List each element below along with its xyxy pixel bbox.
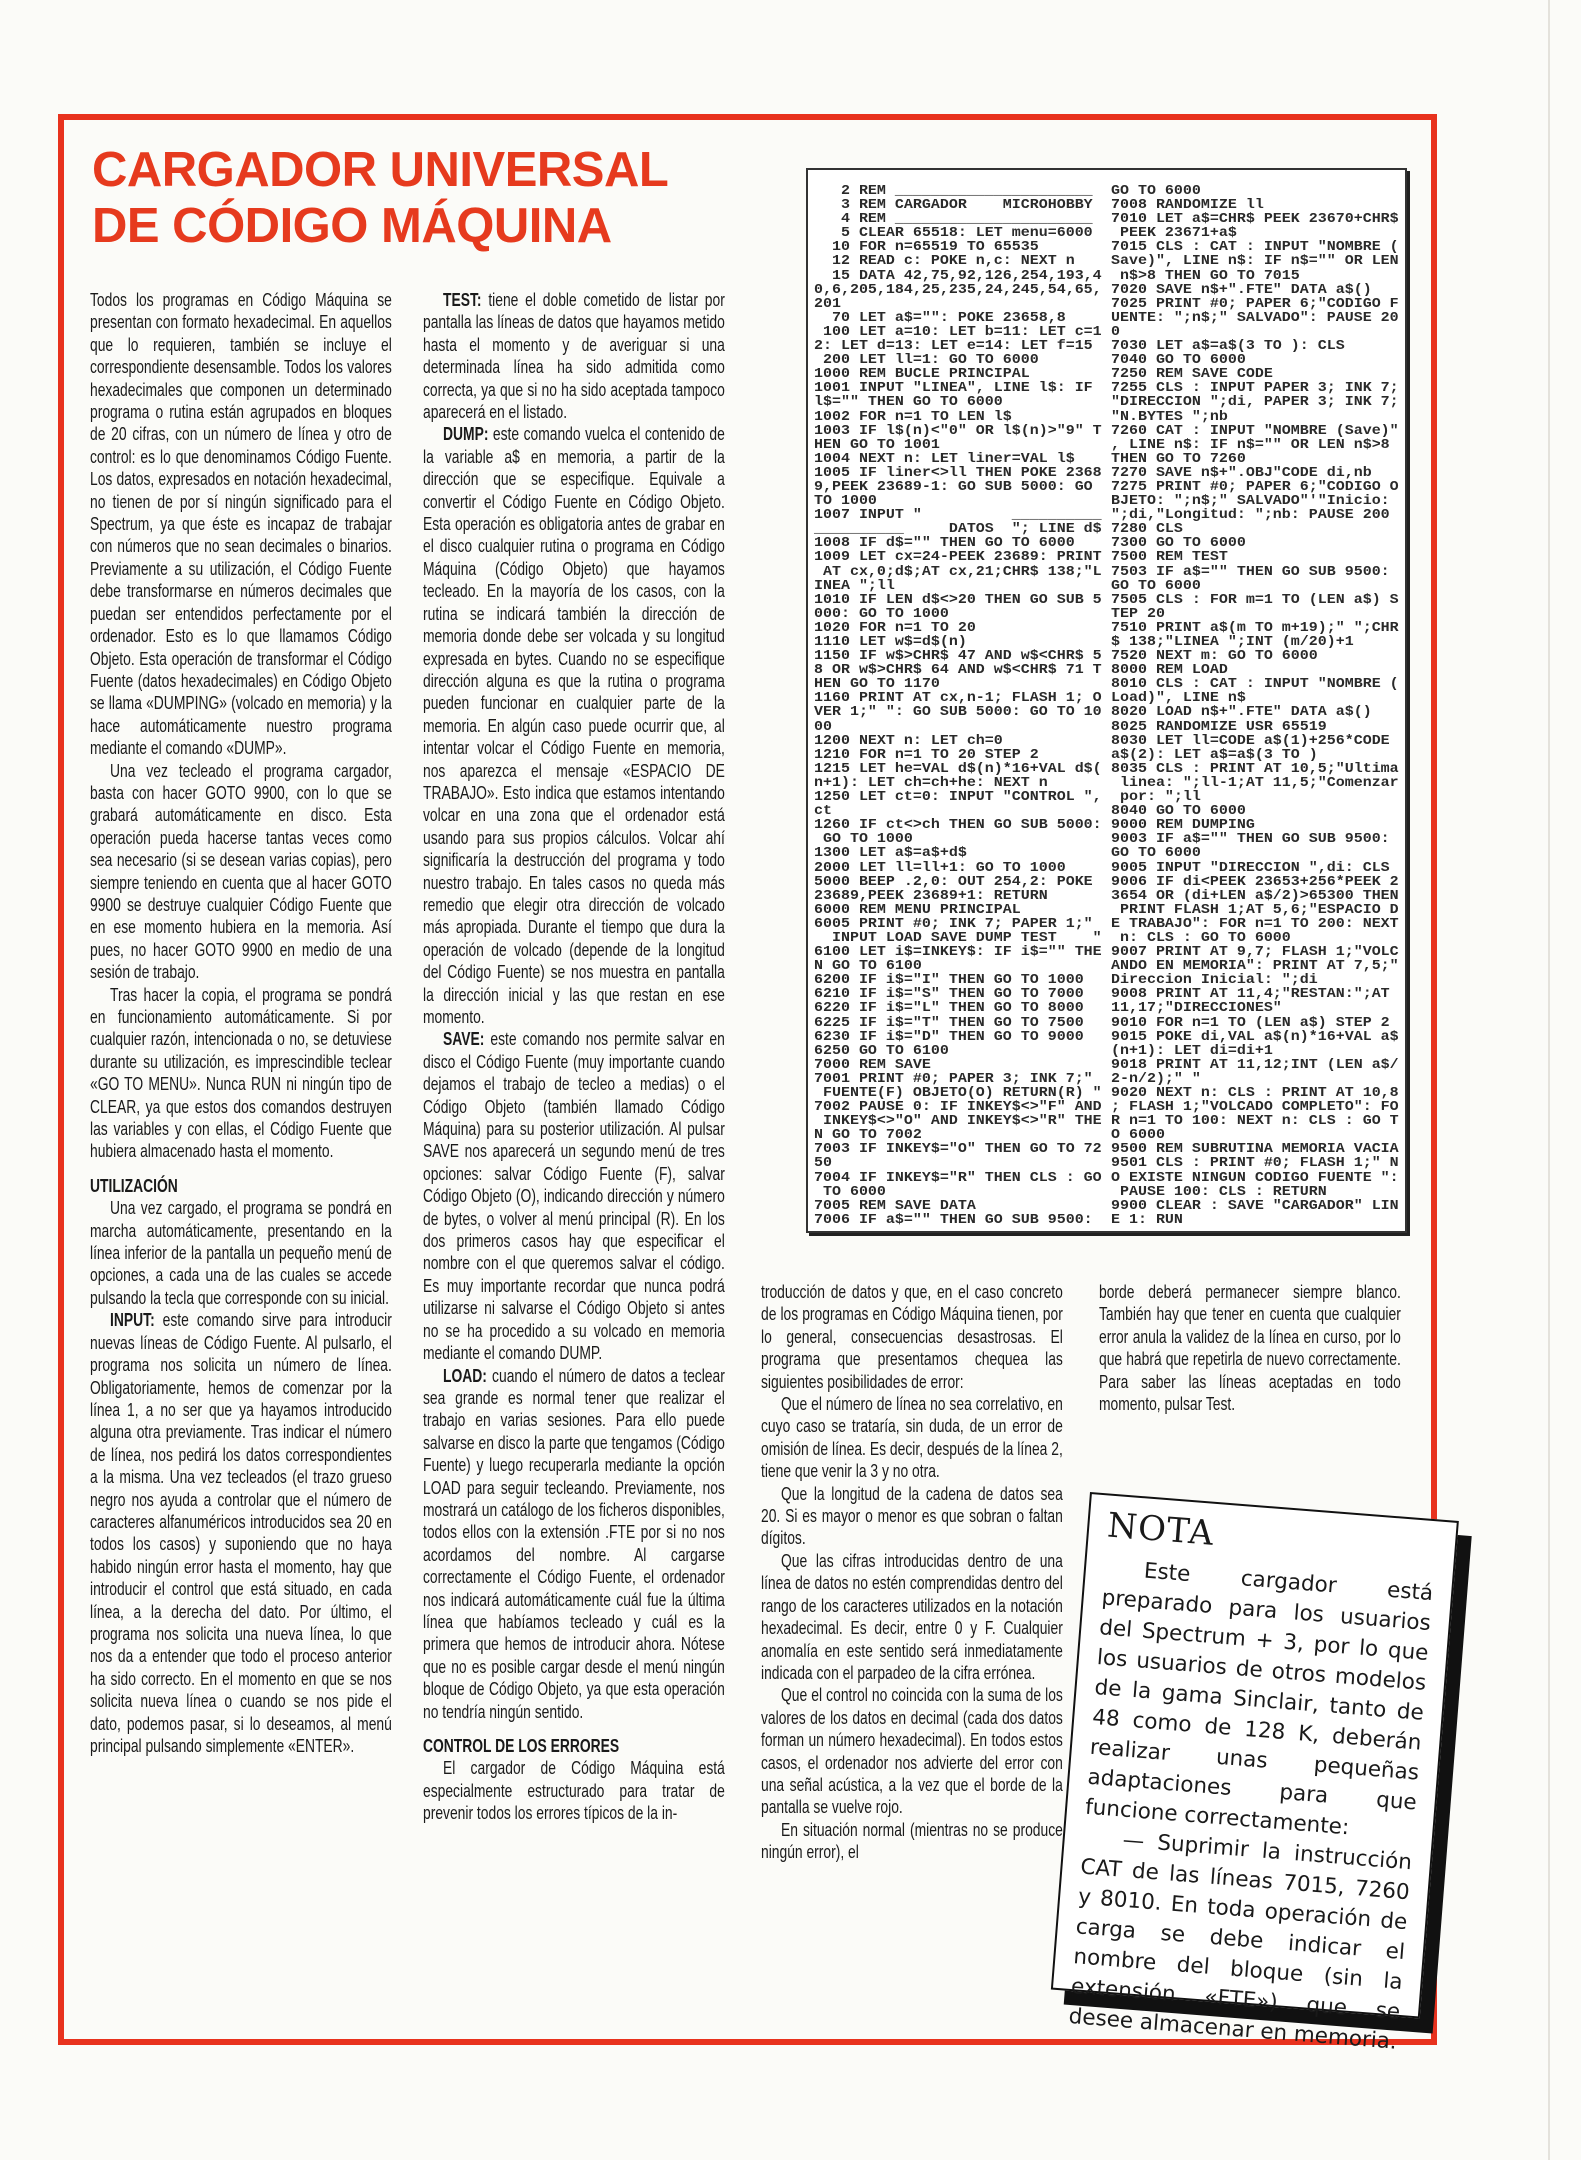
code-line: 7255 CLS : INPUT PAPER 3; INK 7; <box>1111 380 1399 397</box>
code-line: 1003 IF l$(n)<"0" OR l$(n)>"9" T <box>814 422 1102 439</box>
code-line: 7005 REM SAVE DATA <box>814 1197 976 1214</box>
code-line: GO TO 6000 <box>1111 845 1201 862</box>
title-line-1: CARGADOR UNIVERSAL <box>92 143 669 197</box>
code-line: 1001 INPUT "LINEA", LINE l$: IF <box>814 380 1093 397</box>
body-paragraph <box>761 1550 1063 1684</box>
code-line: 1020 FOR n=1 TO 20 <box>814 619 976 636</box>
code-line: 6220 IF i$="L" THEN GO TO 8000 <box>814 1000 1084 1017</box>
code-line: n$>8 THEN GO TO 7015 <box>1111 267 1300 284</box>
code-line: 9007 PRINT AT 9,7; FLASH 1;"VOLC <box>1111 944 1399 961</box>
code-line: BJETO: ";n$;" SALVADO"'"Inicio: <box>1111 493 1390 510</box>
code-line: 00 <box>814 718 832 735</box>
code-line: VER 1;" ": GO SUB 5000: GO TO 10 <box>814 704 1102 721</box>
code-line: E TRABAJO": FOR n=1 TO 200: NEXT <box>1111 915 1399 932</box>
code-line: 7006 IF a$="" THEN GO SUB 9500: <box>814 1211 1093 1228</box>
code-line: 6100 LET i$=INKEY$: IF i$="" THE <box>814 944 1102 961</box>
command-label: TEST: <box>443 290 482 310</box>
code-line: 3 REM CARGADOR MICROHOBBY <box>814 197 1093 214</box>
code-line: INPUT LOAD SAVE DUMP TEST " <box>814 929 1102 946</box>
body-paragraph <box>423 1757 725 1824</box>
paragraph-text: este comando vuelca el contenido de la variable a$ en memoria, a partir de la dirección que se especifique. Equivale a convertir el Código Fuente en Código Objeto. Esta operación es obligatoria antes de grabar en el disco cualquier rutina o programa en Código Máquina (Código Objeto) que hayamos tecleado. En la mayoría de los casos, con la rutina se indicará también la dirección de memoria donde debe ser volcada y su longitud expresada en bytes. Cuando no se especifique dirección alguna es que la rutina o programa pueden funcionar en cualquier parte de la memoria. En algún caso puede ocurrir que, al intentar volcar el Código Fuente en memoria, nos aparezca el mensaje «ESPACIO DE TRABAJO». Esto indica que estamos intentando volcar en una zona que el ordenador está usando para sus propios cálculos. Volcar ahí significaría la destrucción del programa y todo nuestro trabajo. En tales casos no queda más remedio que elegir otra dirección de volcado más apropiada. Durante el tiempo que dura la operación de volcado (depende de la longitud del Código Fuente) se nos muestra en pantalla la dirección inicial y las que restan en ese momento. <box>423 424 725 1027</box>
code-line: 2-n/2);" " <box>1111 1070 1201 1087</box>
code-line: 1210 FOR n=1 TO 20 STEP 2 <box>814 746 1039 763</box>
body-paragraph <box>90 1309 392 1757</box>
code-line: 1004 NEXT n: LET liner=VAL l$ <box>814 450 1075 467</box>
paragraph-text: Que la longitud de la cadena de datos sea 20. Si es mayor o menor es que sobran o faltan dígitos. <box>761 1483 1063 1549</box>
body-paragraph <box>90 984 392 1163</box>
body-paragraph <box>90 760 392 984</box>
code-line: 2 REM ______________________ <box>814 183 1093 199</box>
body-paragraph <box>423 1365 725 1724</box>
code-line: ct <box>814 803 832 820</box>
code-line: 9018 PRINT AT 11,12;INT (LEN a$/ <box>1111 1056 1399 1073</box>
code-line: 1200 NEXT n: LET ch=0 <box>814 732 1003 749</box>
body-paragraph <box>761 1684 1063 1818</box>
code-line: Save)", LINE n$: IF n$="" OR LEN <box>1111 253 1399 270</box>
code-line: 7275 PRINT #0; PAPER 6;"CODIGO O <box>1111 478 1399 495</box>
code-line: 6000 REM MENU PRINCIPAL <box>814 901 1021 918</box>
code-line: 7520 NEXT m: GO TO 6000 <box>1111 648 1318 665</box>
code-line: 12 READ c: POKE n,c: NEXT n <box>814 253 1075 270</box>
nota-title: NOTA <box>1105 1505 1216 1554</box>
listing-column-left <box>814 184 1102 1227</box>
body-paragraph <box>761 1819 1063 1864</box>
code-line: 8025 RANDOMIZE USR 65519 <box>1111 718 1327 735</box>
code-line: 7260 CAT : INPUT "NOMBRE (Save)" <box>1111 422 1399 439</box>
code-line: 11,17;"DIRECCIONES" <box>1111 1000 1282 1017</box>
code-line: 000: GO TO 1000 <box>814 605 949 622</box>
body-paragraph <box>90 289 392 760</box>
code-line: 8010 CLS : CAT : INPUT "NOMBRE ( <box>1111 676 1399 693</box>
code-line: GO TO 6000 <box>1111 577 1201 594</box>
code-line: 8035 CLS : PRINT AT 10,5;"Ultima <box>1111 760 1399 777</box>
body-paragraph <box>761 1281 1063 1393</box>
code-line: 23689,PEEK 23689+1: RETURN <box>814 887 1048 904</box>
code-line: por: ";ll <box>1111 789 1201 806</box>
code-line: l$="" THEN GO TO 6000 <box>814 394 1003 411</box>
text-column-2 <box>423 289 725 1825</box>
code-line: FUENTE(F) OBJETO(O) RETURN(R) " <box>814 1085 1102 1101</box>
code-line: TO 6000 <box>814 1183 886 1200</box>
code-line: 9501 CLS : PRINT #0; FLASH 1;" N <box>1111 1155 1399 1172</box>
code-line: INEA ";ll <box>814 577 895 594</box>
code-line: a$(2): LET a$=a$(3 TO ) <box>1111 746 1318 763</box>
code-line: O 6000 <box>1111 1127 1165 1144</box>
code-line: 7025 PRINT #0; PAPER 6;"CODIGO F <box>1111 295 1399 312</box>
code-line: GO TO 1000 <box>814 831 913 848</box>
nota-box <box>1051 1492 1459 2055</box>
code-line: 0 <box>1111 323 1120 340</box>
paragraph-text: troducción de datos y que, en el caso concreto de los programas en Código Máquina tienen, por lo general, consecuencias desastrosas. El programa que presentamos chequea las siguientes posibilidades de error: <box>761 1282 1063 1392</box>
code-line: n+1): LET ch=ch+he: NEXT n <box>814 774 1048 791</box>
code-line: 7003 IF INKEY$="O" THEN GO TO 72 <box>814 1141 1102 1158</box>
code-line: 50 <box>814 1155 832 1172</box>
code-line: 7280 CLS <box>1111 521 1183 538</box>
command-label: LOAD: <box>443 1365 487 1386</box>
paragraph-text: En situación normal (mientras no se produce ningún error), el <box>761 1819 1063 1863</box>
code-line: 8040 GO TO 6000 <box>1111 803 1246 820</box>
code-line: 10 FOR n=65519 TO 65535 <box>814 239 1039 256</box>
code-line: 1010 IF LEN d$<>20 THEN GO SUB 5 <box>814 591 1102 608</box>
code-line: 1160 PRINT AT cx,n-1; FLASH 1; O <box>814 690 1102 707</box>
code-line: linea: ";ll-1;AT 11,5;"Comenzar <box>1111 774 1399 791</box>
code-line: __________ DATOS "; LINE d$ <box>814 521 1102 538</box>
code-line: 7001 PRINT #0; PAPER 3; INK 7;" <box>814 1070 1093 1087</box>
code-line: 9500 REM SUBRUTINA MEMORIA VACIA <box>1111 1141 1399 1158</box>
code-line: 6210 IF i$="S" THEN GO TO 7000 <box>814 986 1084 1003</box>
section-heading: CONTROL DE LOS ERRORES <box>423 1736 620 1756</box>
code-line: HEN GO TO 1170 <box>814 676 940 693</box>
code-line: 8020 LOAD n$+".FTE" DATA a$() <box>1111 704 1372 721</box>
paragraph-text: cuando el número de datos a teclear sea grande es normal tener que realizar el trabajo en varias sesiones. Para ello puede salvarse en disco la parte que tengamos (Código Fuente) y luego recuperarla mediante la opción LOAD para seguir tecleando. Previamente, nos mostrará un catálogo de los ficheros disponibles, todos ellos con la extensión .FTE por si no nos acordamos del nombre. Al cargarse correctamente el Código Fuente, el ordenador nos indicará automáticamente cuál fue la última línea que habíamos tecleado y cuál es la primera que hemos de introducir ahora. Nótese que no es posible cargar desde el menú ningún bloque de Código Objeto, ya que esta operación no tendría ningún sentido. <box>423 1365 725 1722</box>
code-line: TO 1000 <box>814 493 877 510</box>
code-line: 9003 IF a$="" THEN GO SUB 9500: <box>1111 831 1390 848</box>
code-line: 7008 RANDOMIZE ll <box>1111 197 1264 214</box>
code-line: PRINT FLASH 1;AT 5,6;"ESPACIO D <box>1111 901 1399 918</box>
code-line: 7503 IF a$="" THEN GO SUB 9500: <box>1111 563 1390 580</box>
command-label: DUMP: <box>443 424 489 445</box>
paragraph-text: este comando nos permite salvar en disco el Código Fuente (muy importante cuando dejamos el trabajo de tecleo a medias) o el Código Objeto (también llamado Código Máquina) para su posterior utilización. Al pulsar SAVE nos aparecerá un segundo menú de tres opciones: salvar Código Fuente (F), salvar Código Objeto (O), indicando dirección y número de bytes, o volver al menú principal (R). En los dos primeros casos hay que especificar el nombre con el que queremos salvar el código. Es muy importante recordar que nunca podrá utilizarse ni salvarse el Código Objeto si antes no se ha procedido a su volcado en memoria mediante el comando DUMP. <box>423 1029 725 1364</box>
code-line: 7015 CLS : CAT : INPUT "NOMBRE ( <box>1111 239 1399 256</box>
code-line: TEP 20 <box>1111 605 1165 622</box>
code-line: PEEK 23671+a$ <box>1111 225 1237 242</box>
code-line: 201 <box>814 295 841 312</box>
code-line: 9900 CLEAR : SAVE "CARGADOR" LIN <box>1111 1197 1399 1214</box>
body-paragraph <box>761 1483 1063 1550</box>
code-line: 1215 LET he=VAL d$(n)*16+VAL d$( <box>814 760 1102 777</box>
body-paragraph <box>423 1028 725 1364</box>
code-line: HEN GO TO 1001 <box>814 436 940 453</box>
code-line: 7030 LET a$=a$(3 TO ): CLS <box>1111 338 1345 355</box>
code-line: 7300 GO TO 6000 <box>1111 535 1246 552</box>
paragraph-text: Todos los programas en Código Máquina se presentan con formato hexadecimal. En aquellos que lo requieren, también se incluye el correspondiente desensamble. Todos los valores hexadecimales que componen un determinado programa o rutina están agrupados en bloques de 20 cifras, con un número de línea y otro de control: es lo que denominamos Código Fuente. Los datos, expresados en notación hexadecimal, no tienen de por sí ningún significado para el Spectrum, ya que éste es incapaz de trabajar con números que no sean decimales o binarios. Previamente a su utilización, el Código Fuente debe transformarse en números decimales que puedan ser entendidos perfectamente por el ordenador. Esto es lo que llamamos Código Objeto. Esta operación de transformar el Código Fuente (datos hexadecimales) en Código Objeto se llama «DUMPING» (volcado en memoria) y la hace automáticamente nuestro programa mediante el comando «DUMP». <box>90 290 392 759</box>
code-line: 1150 IF w$>CHR$ 47 AND w$<CHR$ 5 <box>814 648 1102 665</box>
section-heading: UTILIZACIÓN <box>90 1175 178 1196</box>
code-line: 4 REM ______________________ <box>814 211 1093 228</box>
code-line: 6225 IF i$="T" THEN GO TO 7500 <box>814 1014 1084 1031</box>
code-line: 9015 POKE di,VAL a$(n)*16+VAL a$ <box>1111 1028 1399 1045</box>
code-line: 8000 REM LOAD <box>1111 662 1228 679</box>
code-line: "N.BYTES ";nb <box>1111 408 1228 425</box>
code-line: 1008 IF d$="" THEN GO TO 6000 <box>814 535 1075 552</box>
code-line: GO TO 6000 <box>1111 183 1201 199</box>
body-paragraph <box>423 423 725 1028</box>
code-line: 9000 REM DUMPING <box>1111 817 1255 834</box>
code-line: Load)", LINE n$ <box>1111 690 1246 707</box>
code-line: 5000 BEEP .2,0: OUT 254,2: POKE <box>814 873 1093 890</box>
code-line: 9005 INPUT "DIRECCION ",di: CLS <box>1111 859 1390 876</box>
paragraph-text: Una vez cargado, el programa se pondrá en marcha automáticamente, presentando en la línea inferior de la pantalla un pequeño menú de opciones, a cada una de las cuales se accede pulsando la tecla que corresponde con su inicial. <box>90 1198 392 1308</box>
text-column-4 <box>1099 1281 1401 1415</box>
command-label: SAVE: <box>443 1029 485 1050</box>
code-line: 1110 LET w$=d$(n) <box>814 634 967 650</box>
code-line: AT cx,0;d$;AT cx,21;CHR$ 138;"L <box>814 563 1102 580</box>
code-line: 7040 GO TO 6000 <box>1111 352 1246 369</box>
page-binding-edge <box>1548 0 1550 2160</box>
code-line: 200 LET ll=1: GO TO 6000 <box>814 352 1039 369</box>
code-line: UENTE: ";n$;" SALVADO": PAUSE 20 <box>1111 309 1399 326</box>
basic-program-listing <box>806 168 1407 1233</box>
code-line: 6250 GO TO 6100 <box>814 1042 949 1059</box>
text-column-3 <box>761 1281 1063 1864</box>
code-line: N GO TO 6100 <box>814 958 922 975</box>
body-paragraph <box>423 289 725 423</box>
code-line: 2000 LET ll=ll+1: GO TO 1000 <box>814 859 1066 876</box>
code-line: 1260 IF ct<>ch THEN GO SUB 5000: <box>814 817 1102 834</box>
code-line: 100 LET a=10: LET b=11: LET c=1 <box>814 323 1102 340</box>
code-line: PAUSE 100: CLS : RETURN <box>1111 1183 1327 1200</box>
code-line: 6005 PRINT #0; INK 7; PAPER 1;" <box>814 915 1093 932</box>
nota-paragraph: — Suprimir la instrucción CAT de las líneas 7015, 7260 y 8010. En toda operación de carga se debe indicar el nombre del bloque (sin la extensión «FTE») que se desee almacenar en memoria. <box>1067 1827 1413 2055</box>
code-line: 9,PEEK 23689-1: GO SUB 5000: GO <box>814 478 1093 495</box>
paragraph-text: tiene el doble cometido de listar por pantalla las líneas de datos que hayamos metido hasta el momento y de averiguar si una determinada línea ha sido admitida como correcta, ya que si no ha sido aceptada tampoco aparecerá en el listado. <box>423 290 725 423</box>
code-line: "DIRECCION ";di, PAPER 3; INK 7; <box>1111 394 1399 411</box>
code-line: 7004 IF INKEY$="R" THEN CLS : GO <box>814 1169 1102 1186</box>
title-line-2: DE CÓDIGO MÁQUINA <box>92 199 612 253</box>
code-line: R n=1 TO 100: NEXT n: CLS : GO T <box>1111 1113 1399 1130</box>
code-line: ; FLASH 1;"VOLCADO COMPLETO": FO <box>1111 1099 1399 1116</box>
command-label: INPUT: <box>110 1310 155 1331</box>
paragraph-text: Que el número de línea no sea correlativo, en cuyo caso se trataría, sin duda, de un error de omisión de línea. Es decir, después de la línea 2, tiene que venir la 3 y no otra. <box>761 1394 1063 1482</box>
code-line: O EXISTE NINGUN CODIGO FUENTE ": <box>1111 1169 1399 1186</box>
paragraph-text: El cargador de Código Máquina está especialmente estructurado para tratar de prevenir todos los errores típicos de la in- <box>423 1758 725 1824</box>
code-line: , LINE n$: IF n$="" OR LEN n$>8 <box>1111 436 1390 453</box>
article-title <box>92 142 668 254</box>
code-line: 7010 LET a$=CHR$ PEEK 23670+CHR$ <box>1111 211 1399 228</box>
code-line: 1009 LET cx=24-PEEK 23689: PRINT <box>814 549 1102 566</box>
code-line: 9008 PRINT AT 11,4;"RESTAN:";AT <box>1111 986 1390 1003</box>
code-line: 7020 SAVE n$+".FTE" DATA a$() <box>1111 281 1372 298</box>
code-line: Direccion Inicial: ";di <box>1111 972 1318 989</box>
code-line: 1000 REM BUCLE PRINCIPAL <box>814 366 1030 383</box>
code-line: 7505 CLS : FOR m=1 TO (LEN a$) S <box>1111 591 1399 608</box>
code-line: 8030 LET ll=CODE a$(1)+256*CODE <box>1111 732 1390 749</box>
body-paragraph <box>90 1197 392 1309</box>
code-line: 1250 LET ct=0: INPUT "CONTROL ", <box>814 789 1102 806</box>
code-line: 1005 IF liner<>ll THEN POKE 2368 <box>814 464 1102 481</box>
code-line: 7270 SAVE n$+".OBJ"CODE di,nb <box>1111 464 1372 481</box>
body-paragraph <box>761 1393 1063 1483</box>
code-line: 1007 INPUT " __________ <box>814 507 1102 524</box>
listing-column-right <box>1111 184 1399 1227</box>
code-line: 70 LET a$="": POKE 23658,8 <box>814 309 1066 326</box>
code-line: 6230 IF i$="D" THEN GO TO 9000 <box>814 1028 1084 1045</box>
nota-paragraph: Este cargador está preparado para los usuarios del Spectrum + 3, por lo que los usuarios de otros modelos de la gama Sinclair, tanto de 48 como de 128 K, deberán realizar unas pequeñas adaptaciones para que funcione correctamente: <box>1084 1558 1435 1841</box>
paragraph-text: borde deberá permanecer siempre blanco. También hay que tener en cuenta que cualquier error anula la validez de la línea en curso, por lo que habrá que repetirla de nuevo correctamente. Para saber las líneas aceptadas en todo momento, pulsar Test. <box>1099 1282 1401 1415</box>
code-line: 7250 REM SAVE CODE <box>1111 366 1273 383</box>
code-line: 3654 OR (di+LEN a$/2)>65300 THEN <box>1111 887 1399 904</box>
code-line: 7510 PRINT a$(m TO m+19);" ";CHR <box>1111 619 1399 636</box>
body-paragraph <box>1099 1281 1401 1415</box>
code-line: 9006 IF di<PEEK 23653+256*PEEK 2 <box>1111 873 1399 890</box>
code-line: 8 OR w$>CHR$ 64 AND w$<CHR$ 71 T <box>814 662 1102 679</box>
code-line: 6200 IF i$="I" THEN GO TO 1000 <box>814 972 1084 989</box>
code-line: 7002 PAUSE 0: IF INKEY$<>"F" AND <box>814 1099 1102 1116</box>
code-line: ANDO EN MEMORIA": PRINT AT 7,5;" <box>1111 958 1399 975</box>
code-line: 15 DATA 42,75,92,126,254,193,4 <box>814 267 1102 284</box>
paragraph-text: Que las cifras introducidas dentro de una línea de datos no estén comprendidas dentro del rango de los caracteres utilizados en la notación hexadecimal. Es decir, entre 0 y F. Cualquier anomalía en este sentido será inmediatamente indicada con el parpadeo de la cifra errónea. <box>761 1550 1063 1683</box>
code-line: E 1: RUN <box>1111 1211 1183 1228</box>
code-line: 2: LET d=13: LET e=14: LET f=15 <box>814 338 1093 355</box>
code-line: (n+1): LET di=di+1 <box>1111 1042 1273 1059</box>
code-line: N GO TO 7002 <box>814 1127 922 1144</box>
code-line: 9020 NEXT n: CLS : PRINT AT 10,8 <box>1111 1085 1399 1101</box>
code-line: 1002 FOR n=1 TO LEN l$ <box>814 408 1012 425</box>
code-line: 7000 REM SAVE <box>814 1056 931 1073</box>
paragraph-text: Que el control no coincida con la suma de los valores de los datos en decimal (cada dos datos forman un número hexadecimal). En todos estos casos, el ordenador nos advierte del error con una señal acústica, a la vez que el borde de la pantalla se vuelve rojo. <box>761 1685 1063 1818</box>
paragraph-text: Una vez tecleado el programa cargador, basta con hacer GOTO 9900, con lo que se grabará automáticamente en disco. Esta operación pueda hacerse tantas veces como sea necesario (si se desean varias copias), pero siempre teniendo en cuenta que al hacer GOTO 9900 se destruye cualquier Código Fuente que en ese momento hubiera en la memoria. Así pues, no hacer GOTO 9900 en medio de una sesión de trabajo. <box>90 760 392 983</box>
paragraph-text: este comando sirve para introducir nuevas líneas de Código Fuente. Al pulsarlo, el programa nos solicita un número de línea. Obligatoriamente, hemos de comenzar por la línea 1, a no ser que ya hayamos introducido alguna otra previamente. Tras indicar el número de línea, nos pedirá los datos correspondientes a la misma. Una vez tecleados (el trazo grueso negro nos ayuda a controlar que el número de caracteres alfanuméricos introducidos sea 20 en todos los casos) y suponiendo que no haya habido ningún error hasta el momento, hay que introducir el control que está situado, en cada línea, a la derecha del dato. Por último, el programa nos solicita una nueva línea, lo que nos da a entender que todo el proceso anterior ha sido correcto. En el momento en que se nos solicita nueva línea o cuando se nos pide el dato, podemos pasar, si lo deseamos, al menú principal pulsando simplemente «ENTER». <box>90 1310 392 1756</box>
code-line: INKEY$<>"O" AND INKEY$<>"R" THE <box>814 1113 1102 1130</box>
code-line: n: CLS : GO TO 6000 <box>1111 929 1291 946</box>
code-line: ";di,"Longitud: ";nb: PAUSE 200 <box>1111 507 1390 524</box>
paragraph-text: Tras hacer la copia, el programa se pondrá en funcionamiento automáticamente. Si por cualquier razón, intencionada o no, se detuviese durante su utilización, es imprescindible teclear «GO TO MENU». Nunca RUN ni ningún tipo de CLEAR, ya que estos dos comandos destruyen las variables y con ellas, el Código Fuente que hubiera almacenado hasta el momento. <box>90 984 392 1162</box>
code-line: 1300 LET a$=a$+d$ <box>814 845 967 862</box>
code-line: THEN GO TO 7260 <box>1111 450 1246 467</box>
code-line: 9010 FOR n=1 TO (LEN a$) STEP 2 <box>1111 1014 1390 1031</box>
code-line: 7500 REM TEST <box>1111 549 1228 566</box>
code-line: 0,6,205,184,25,235,24,245,54,65, <box>814 281 1102 298</box>
code-line: 5 CLEAR 65518: LET menu=6000 <box>814 225 1093 242</box>
text-column-1 <box>90 289 392 1757</box>
code-line: $ 138;"LINEA ";INT (m/20)+1 <box>1111 634 1354 650</box>
